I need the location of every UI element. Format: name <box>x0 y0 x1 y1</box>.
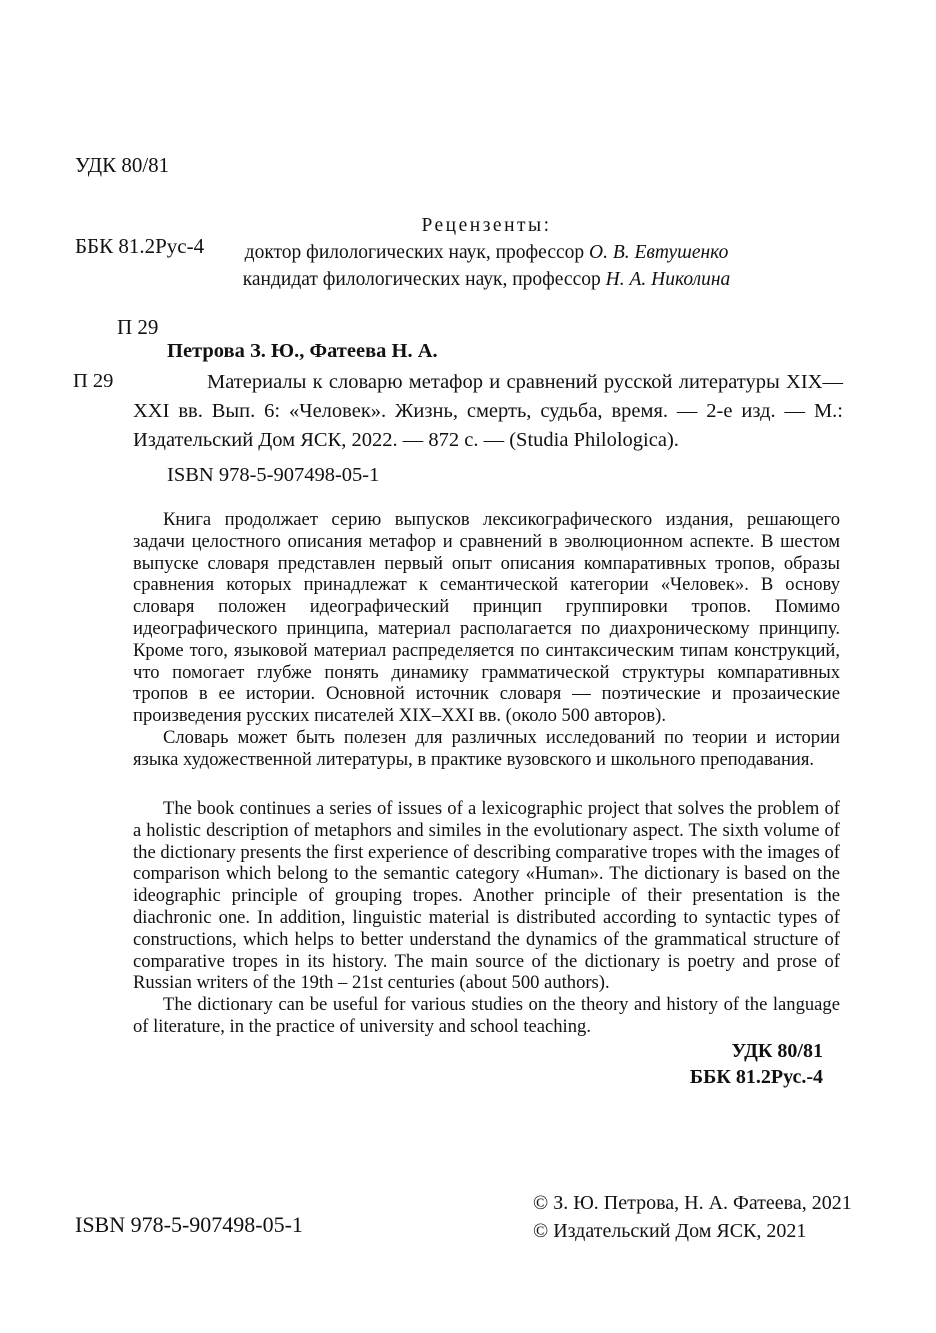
reviewers-block <box>133 212 840 293</box>
annotation-russian <box>133 509 840 771</box>
reviewer-title: кандидат филологических наук, профессор <box>242 269 606 290</box>
author-sign-code: П 29 <box>117 315 159 339</box>
annotation-en-paragraph: The dictionary can be useful for various studies on the theory and history of the language of literature, in the practice of university and school teaching. <box>133 994 840 1037</box>
udk-code: УДК 80/81 <box>75 153 170 177</box>
authors-line: Петрова З. Ю., Фатеева Н. А. <box>167 340 438 362</box>
copyright-line: © Издательский Дом ЯСК, 2021 <box>533 1219 807 1242</box>
bbk-code-bottom: ББК 81.2Рус.-4 <box>689 1066 823 1088</box>
annotation-ru-paragraph: Словарь может быть полезен для различных исследований по теории и истории языка художественной литературы, в практике вузовского и школьного преподавания. <box>133 726 840 770</box>
copyright-line: © З. Ю. Петрова, Н. А. Фатеева, 2021 <box>533 1192 852 1214</box>
reviewers-heading: Рецензенты: <box>421 215 552 236</box>
bbk-code: ББК 81.2Рус-4 <box>75 234 205 258</box>
catalog-entry: Материалы к словарю метафор и сравнений русской литературы XIX—XXI вв. Вып. 6: «Человек». Жизнь, смерть, судьба, время. — 2-е изд. — М.: Издательский Дом ЯСК, 2022. — 872 с. — (Studia Philologica). <box>133 371 843 451</box>
reviewer-name: Н. А. Николина <box>605 269 731 290</box>
udk-code-bottom: УДК 80/81 <box>731 1040 823 1062</box>
annotation-english <box>133 798 840 1038</box>
reviewer-line <box>133 266 840 293</box>
isbn-line: ISBN 978-5-907498-05-1 <box>167 464 380 486</box>
reviewer-name: О. В. Евтушенко <box>589 242 729 263</box>
annotation-ru-paragraph: Книга продолжает серию выпусков лексикографического издания, решающего задачи целостного описания метафор и сравнений в эволюционном аспекте. В шестом выпуске словаря представлен первый опыт описания компаративных тропов, образы сравнения которых принадлежат к семантической категории «Человек». В основу словаря положен идеографический принцип группировки тропов. Помимо идеографического принципа, материал располагается по диахроническому принципу. Кроме того, языковой материал распределяется по синтаксическим типам конструкций, что помогает глубже понять динамику грамматической структуры компаративных тропов в ее истории. Основной источник словаря — поэтические и прозаические произведения русских писателей XIX–XXI вв. (около 500 авторов). <box>133 509 840 727</box>
card-code: П 29 <box>73 370 114 392</box>
annotation-en-paragraph: The book continues a series of issues of a lexicographic project that solves the problem of a holistic description of metaphors and similes in the evolutionary aspect. The sixth volume of the dictionary presents the first experience of describing comparative tropes with the images of comparison which belong to the semantic category «Human». The dictionary is based on the ideographic principle of grouping tropes. Another principle of their presentation is the diachronic one. In addition, linguistic material is distributed according to syntactic types of constructions, which helps to better understand the dynamics of the grammatical structure of comparative tropes in its history. The main source of the dictionary is poetry and prose of Russian writers of the 19th – 21st centuries (about 500 authors). <box>133 798 840 994</box>
isbn-footer: ISBN 978-5-907498-05-1 <box>75 1212 303 1237</box>
copyright-block <box>533 1190 852 1245</box>
bottom-codes-block <box>433 1038 823 1090</box>
reviewer-line <box>133 239 840 266</box>
reviewer-title: доктор филологических наук, профессор <box>244 242 590 263</box>
